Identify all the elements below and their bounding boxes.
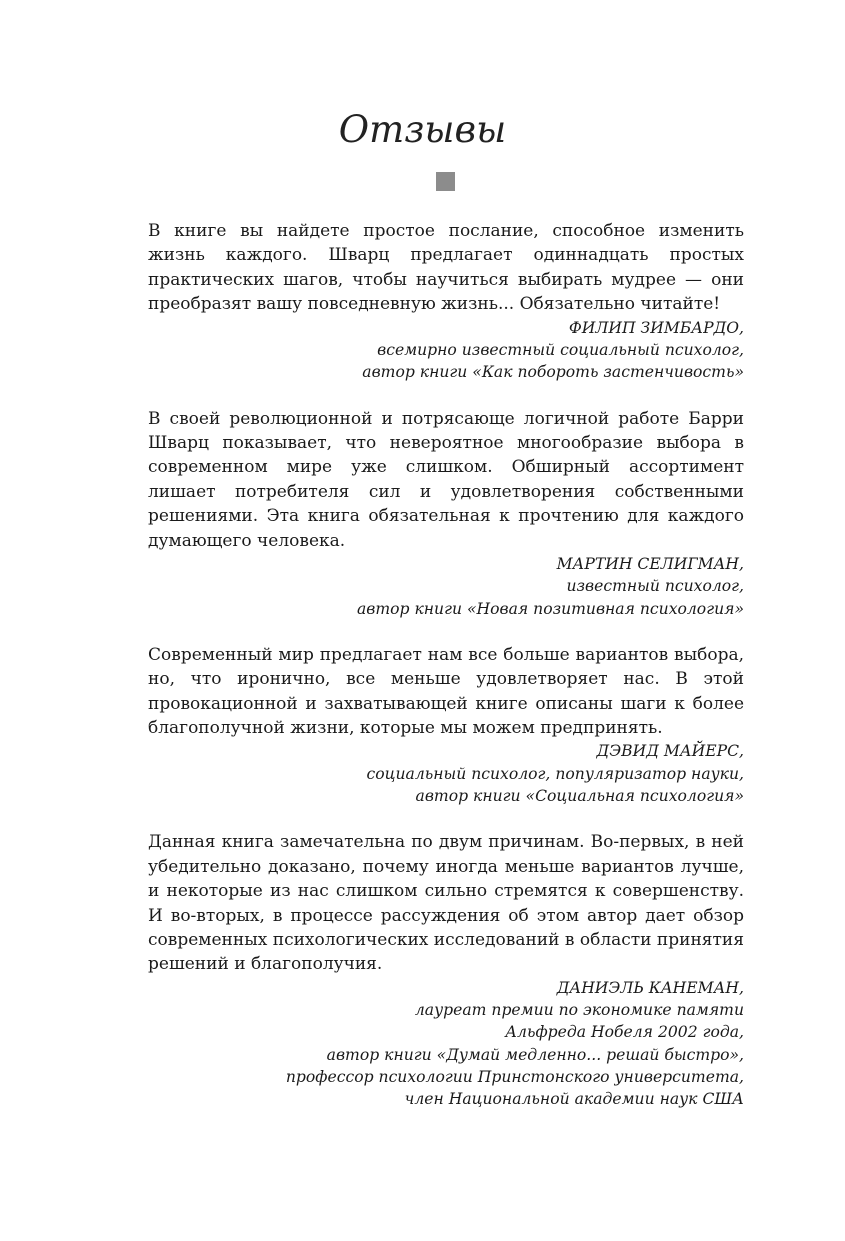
review-credential: автор книги «Новая позитивная психология» <box>356 599 744 618</box>
review-author: ДАНИЭЛЬ КАНЕМАН, <box>556 978 744 997</box>
review-text: Современный мир предлагает нам все больше вариантов выбора, но, что иронично, все меньше удовлетворяет нас. В этой провокационной и захватывающей книге описаны шаги к более благополучной жизни, которые мы можем предпринять. <box>148 644 744 739</box>
review-item <box>148 830 744 1110</box>
title-square-ornament <box>436 172 455 191</box>
review-item <box>148 407 744 620</box>
review-attribution <box>148 317 744 384</box>
review-author: МАРТИН СЕЛИГМАН, <box>556 554 744 573</box>
review-credential: социальный психолог, популяризатор науки, <box>366 764 744 783</box>
review-credential: Альфреда Нобеля 2002 года, <box>505 1023 744 1042</box>
reviews-list <box>148 219 744 1111</box>
review-author: ДЭВИД МАЙЕРС, <box>596 742 744 761</box>
review-attribution <box>148 740 744 807</box>
review-attribution <box>148 977 744 1111</box>
review-author: ФИЛИП ЗИМБАРДО, <box>568 318 744 337</box>
review-credential: автор книги «Думай медленно... решай быстро», <box>326 1045 744 1064</box>
review-credential: автор книги «Как побороть застенчивость» <box>362 363 744 382</box>
page-title: Отзывы <box>338 108 507 151</box>
review-credential: член Национальной академии наук США <box>404 1090 744 1109</box>
review-item <box>148 643 744 808</box>
review-attribution <box>148 553 744 620</box>
review-item <box>148 219 744 384</box>
review-text: В книге вы найдете простое послание, способное изменить жизнь каждого. Шварц предлагает одиннадцать простых практических шагов, чтобы научиться выбирать мудрее — они преобразят вашу повседневную жизнь... Обязательно читайте! <box>148 221 744 315</box>
review-credential: лауреат премии по экономике памяти <box>414 1001 744 1020</box>
review-credential: всемирно известный социальный психолог, <box>377 340 744 359</box>
review-credential: профессор психологии Принстонского университета, <box>285 1067 744 1086</box>
review-text: Данная книга замечательна по двум причинам. Во-первых, в ней убедительно доказано, почему иногда меньше вариантов лучше, и некоторые из нас слишком сильно стремятся к совершенству. И во-вторых, в процессе рассуждения об этом автор дает обзор современных психологических исследований в области принятия решений и благополучия. <box>148 832 744 975</box>
review-credential: известный психолог, <box>566 577 744 596</box>
review-text: В своей революционной и потрясающе логичной работе Барри Шварц показывает, что невероятное многообразие выбора в современном мире уже слишком. Обширный ассортимент лишает потребителя сил и удовлетворения собственными решениями. Эта книга обязательная к прочтению для каждого думающего человека. <box>148 408 744 551</box>
review-credential: автор книги «Социальная психология» <box>415 787 744 806</box>
